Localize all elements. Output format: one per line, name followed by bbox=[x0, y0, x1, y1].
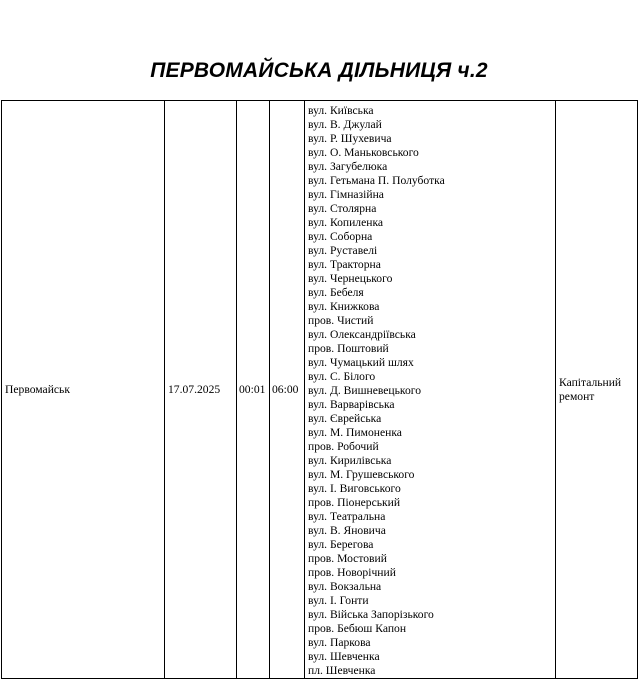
street-item: вул. Копиленка bbox=[308, 216, 384, 229]
street-item: вул. Столярна bbox=[308, 202, 377, 215]
date-cell: 17.07.2025 bbox=[165, 101, 237, 679]
street-item: вул. Соборна bbox=[308, 230, 373, 243]
table-row bbox=[2, 101, 638, 679]
street-item: пров. Бебюш Капон bbox=[308, 622, 407, 635]
street-item: пров. Чистий bbox=[308, 314, 374, 327]
street-item: вул. М. Грушевського bbox=[308, 468, 415, 481]
street-item: вул. Паркова bbox=[308, 636, 371, 649]
street-item: вул. Вокзальна bbox=[308, 580, 382, 593]
outage-schedule-table bbox=[1, 100, 638, 679]
street-list bbox=[308, 104, 552, 678]
street-item: вул. Бебеля bbox=[308, 286, 364, 299]
street-item: вул. О. Маньковського bbox=[308, 146, 419, 159]
street-item: вул. Чумацький шлях bbox=[308, 356, 414, 369]
start-time-cell: 00:01 bbox=[237, 101, 270, 679]
street-item: вул. В. Джулай bbox=[308, 118, 382, 131]
end-time-cell: 06:00 bbox=[270, 101, 305, 679]
street-item: вул. Берегова bbox=[308, 538, 374, 551]
street-item: вул. Варварівська bbox=[308, 398, 395, 411]
street-item: вул. Театральна bbox=[308, 510, 386, 523]
street-item: пров. Новорічний bbox=[308, 566, 396, 579]
street-item: вул. Загубелюка bbox=[308, 160, 388, 173]
streets-cell bbox=[305, 101, 556, 679]
street-item: пров. Мостовий bbox=[308, 552, 387, 565]
document-title: ПЕРВОМАЙСЬКА ДІЛЬНИЦЯ ч.2 bbox=[150, 59, 488, 82]
street-item: вул. І. Виговського bbox=[308, 482, 401, 495]
street-item: вул. В. Яновича bbox=[308, 524, 386, 537]
street-item: вул. Д. Вишневецького bbox=[308, 384, 422, 397]
street-item: пров. Поштовий bbox=[308, 342, 389, 355]
street-item: пров. Робочий bbox=[308, 440, 379, 453]
street-item: пров. Піонерський bbox=[308, 496, 401, 509]
street-item: вул. С. Білого bbox=[308, 370, 376, 383]
street-item: вул. М. Пимоненка bbox=[308, 426, 402, 439]
street-item: вул. Руставелі bbox=[308, 244, 378, 257]
street-item: вул. Гімназійна bbox=[308, 188, 384, 201]
street-item: вул. Київська bbox=[308, 104, 374, 117]
works-type-cell: Капітальний ремонт bbox=[556, 101, 638, 679]
street-item: вул. Кирилівська bbox=[308, 454, 392, 467]
street-item: вул. Р. Шухевича bbox=[308, 132, 392, 145]
street-item: вул. Тракторна bbox=[308, 258, 381, 271]
street-item: вул. Війська Запорізького bbox=[308, 608, 434, 621]
street-item: пл. Шевченка bbox=[308, 664, 376, 677]
street-item: вул. Гетьмана П. Полуботка bbox=[308, 174, 445, 187]
street-item: вул. Чернецького bbox=[308, 272, 393, 285]
street-item: вул. Книжкова bbox=[308, 300, 380, 313]
street-item: вул. Олександріївська bbox=[308, 328, 416, 341]
street-item: вул. І. Гонти bbox=[308, 594, 369, 607]
street-item: вул. Єврейська bbox=[308, 412, 382, 425]
street-item: вул. Шевченка bbox=[308, 650, 380, 663]
settlement-cell: Первомайськ bbox=[2, 101, 165, 679]
